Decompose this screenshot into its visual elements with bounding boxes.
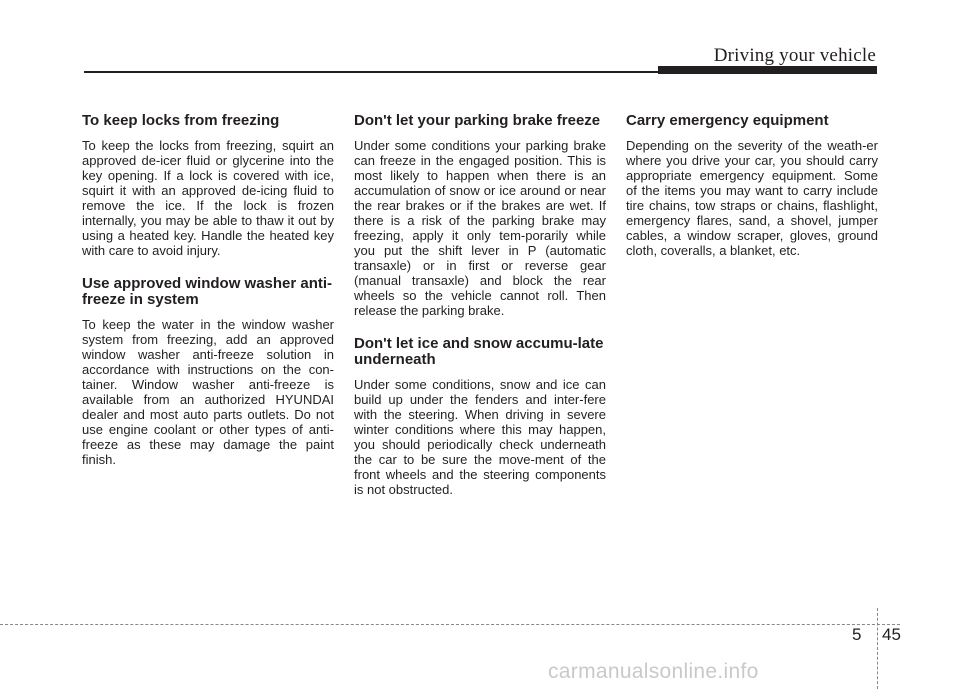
section-heading: Don't let your parking brake freeze (354, 112, 601, 129)
section-body: Depending on the severity of the weath-er where you drive your car, you should carry appropriate emergency equipment. Some of the items you may want to carry include tire chains, tow straps or chains, flashlight, emergency flares, sand, a shovel, jumper cables, a window scraper, gloves, ground cloth, coveralls, a blanket, etc. (626, 138, 878, 258)
section-ice-snow (354, 336, 606, 497)
section-washer (82, 276, 334, 467)
section-body: To keep the locks from freezing, squirt an approved de-icer fluid or glycerine into the key opening. If a lock is covered with ice, squirt it with an approved de-icing fluid to remove the ice. If the lock is frozen internally, you may be able to thaw it out by using a heated key. Handle the heated key with care to avoid injury. (82, 138, 334, 258)
section-parking-brake (354, 113, 606, 318)
section-body: To keep the water in the window washer system from freezing, add an approved window washer anti-freeze solution in accordance with instructions on the con-tainer. Window washer anti-freeze is available from an authorized HYUNDAI dealer and most auto parts outlets. Do not use engine coolant or other types of anti-freeze as these may damage the paint finish. (82, 317, 334, 467)
footer-divider (877, 608, 878, 689)
section-locks (82, 113, 334, 258)
header-rule-thick (658, 66, 877, 74)
section-heading: To keep locks from freezing (82, 112, 280, 129)
page-number: 45 (882, 625, 901, 644)
header-title: Driving your vehicle (713, 45, 876, 66)
section-heading: Carry emergency equipment (626, 112, 829, 129)
column-2 (354, 113, 606, 515)
watermark: carmanualsonline.info (548, 660, 759, 683)
column-3 (626, 113, 878, 276)
chapter-number: 5 (852, 625, 862, 644)
section-heading: Don't let ice and snow accumu-late underneath (354, 335, 604, 368)
footer-rule (0, 624, 900, 625)
section-heading: Use approved window washer anti-freeze in system (82, 275, 333, 308)
header-rule-thin (84, 71, 660, 73)
column-1 (82, 113, 334, 485)
section-body: Under some conditions, snow and ice can build up under the fenders and inter-fere with the steering. When driving in severe winter conditions where this may happen, you should periodically check underneath the car to be sure the move-ment of the front wheels and the steering components is not obstructed. (354, 377, 606, 497)
section-body: Under some conditions your parking brake can freeze in the engaged position. This is most likely to happen when there is an accumulation of snow or ice around or near the rear brakes or if the brakes are wet. If there is a risk of the parking brake may freezing, apply it only tem-porarily while you put the shift lever in P (automatic transaxle) or in first or reverse gear (manual transaxle) and block the rear wheels so the vehicle cannot roll. Then release the parking brake. (354, 138, 606, 318)
section-emergency-equipment (626, 113, 878, 258)
